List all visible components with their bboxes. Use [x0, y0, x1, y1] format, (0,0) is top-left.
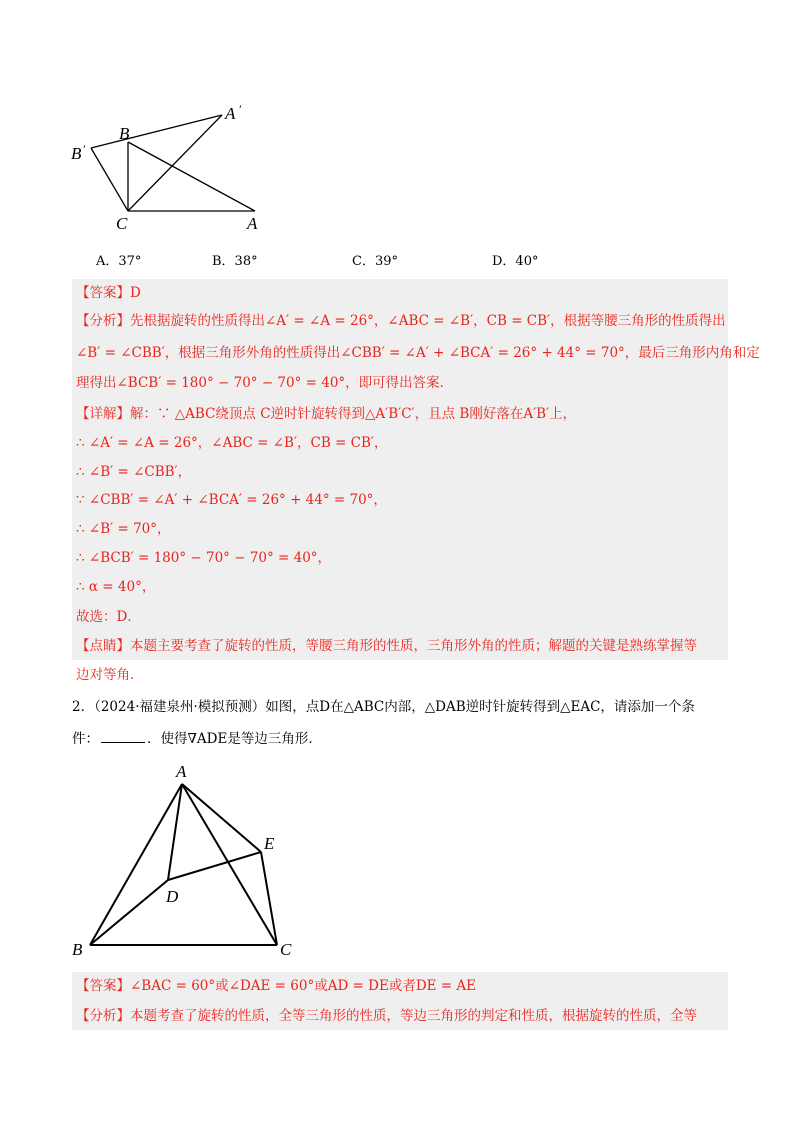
figure-2-triangle-diagram [64, 758, 304, 968]
q2-answer-text: ∠BAC = 60°或∠DAE = 60°或AD = DE或者DE = AE [130, 978, 477, 994]
label-a: A [247, 214, 258, 233]
label-d: D [166, 887, 179, 906]
q1-comment-line-1 [76, 636, 697, 656]
segment-c-aprime [128, 115, 222, 211]
q2-answer-line [76, 976, 476, 996]
analysis-tag: 【分析】 [76, 313, 130, 329]
segment-bprime-aprime [91, 115, 222, 148]
q1-detail-line-5: ∴ ∠BCB′ = 180° − 70° − 70° = 40°， [76, 550, 332, 566]
figure-1-rotation-diagram [60, 95, 290, 235]
segment-a-d [168, 784, 182, 880]
q1-detail-line-2: ∴ ∠B′ = ∠CBB′， [76, 464, 192, 480]
comment-tag: 【点睛】 [76, 638, 130, 654]
option-a[interactable]: A．37° [96, 254, 142, 269]
q1-detail-line-4: ∴ ∠B′ = 70°， [76, 521, 171, 537]
q2-analysis-line [76, 1006, 697, 1026]
q2-analysis-tag: 【分析】 [76, 1008, 130, 1024]
q2-answer-tag: 【答案】 [76, 978, 130, 994]
label-b-prime: B′ [71, 142, 86, 163]
label-a: A [176, 762, 187, 781]
q1-answer-line [76, 283, 141, 303]
detail-tag: 【详解】 [76, 406, 130, 422]
label-e: E [264, 834, 275, 853]
q2-analysis-text: 本题考查了旋转的性质，全等三角形的性质，等边三角形的判定和性质，根据旋转的性质，全等 [130, 1008, 697, 1024]
label-b: B [72, 940, 83, 959]
q1-comment-line-2: 边对等角． [76, 667, 144, 683]
segment-bprime-c [91, 148, 128, 211]
q1-detail-line-7: 故选：D． [76, 609, 141, 625]
analysis-text-1: 先根据旋转的性质得出∠A′ = ∠A = 26°，∠ABC = ∠B′，CB = CB′，根据等腰三角形的性质得出 [130, 313, 726, 329]
q1-analysis-line-2: ∠B′ = ∠CBB′，根据三角形外角的性质得出∠CBB′ = ∠A′ + ∠BCA′ = 26° + 44° = 70°，最后三角形内角和定 [76, 345, 760, 361]
q1-analysis-line-1 [76, 311, 726, 331]
label-c: C [116, 214, 128, 233]
q1-analysis-line-3: 理得出∠BCB′ = 180° − 70° − 70° = 40°，即可得出答案． [76, 375, 454, 391]
q1-detail-line-3: ∵ ∠CBB′ = ∠A′ + ∠BCA′ = 26° + 44° = 70°， [76, 492, 387, 508]
q1-detail-first-line [76, 404, 576, 424]
q2-stem-line-2 [72, 729, 322, 749]
answer-blank[interactable] [101, 730, 145, 743]
option-b[interactable]: B．38° [212, 254, 258, 269]
option-d[interactable]: D．40° [492, 254, 539, 269]
q2-stem-line-1: 2．（2024·福建泉州·模拟预测）如图，点D在△ABC内部，△DAB逆时针旋转得到△EAC，请添加一个条 [72, 699, 695, 715]
segment-d-e [168, 852, 261, 880]
q1-detail-line-1: ∴ ∠A′ = ∠A = 26°，∠ABC = ∠B′，CB = CB′， [76, 435, 388, 451]
label-c: C [280, 940, 292, 959]
segment-b-a [128, 142, 255, 211]
option-c[interactable]: C．39° [352, 254, 398, 269]
comment-text-1: 本题主要考查了旋转的性质，等腰三角形的性质，三角形外角的性质；解题的关键是熟练掌握等 [130, 638, 697, 654]
segment-a-b [90, 784, 182, 945]
answer-tag: 【答案】 [76, 285, 130, 301]
detail-first-text: 解：∵ △ABC绕顶点 C逆时针旋转得到△A′B′C′，且点 B刚好落在A′B′上， [130, 406, 577, 422]
q2-stem-suffix: ．使得∇ADE是等边三角形． [147, 731, 322, 747]
label-a-prime: A ′ [225, 102, 242, 123]
segment-b-d [90, 880, 168, 945]
answer-value: D [130, 285, 141, 301]
q1-detail-line-6: ∴ α = 40°， [76, 579, 156, 595]
q2-stem-prefix: 件： [72, 731, 99, 747]
segment-a-e [182, 784, 261, 852]
label-b: B [119, 124, 130, 143]
